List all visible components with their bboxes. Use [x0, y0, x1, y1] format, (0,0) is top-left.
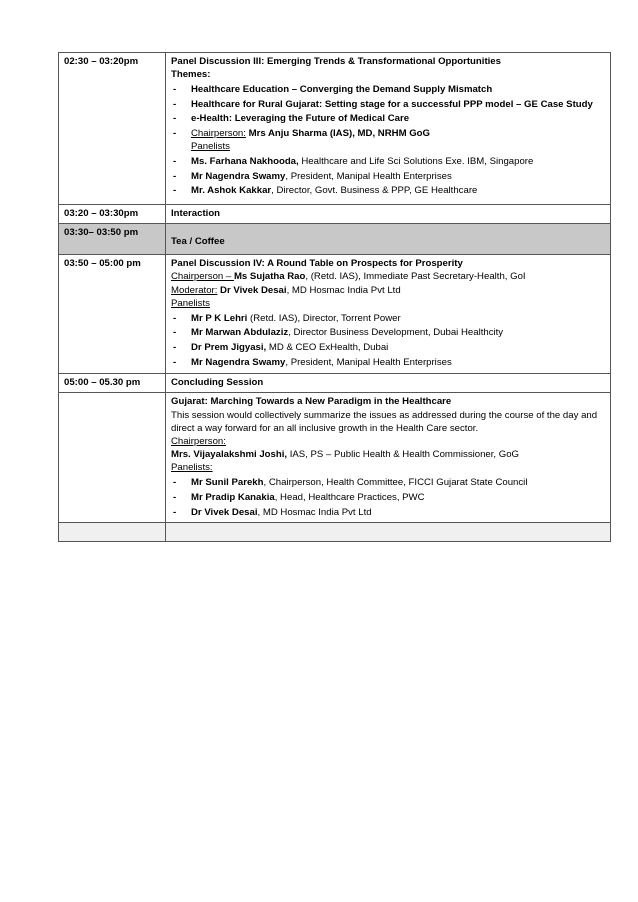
moderator-desc: , MD Hosmac India Pvt Ltd	[286, 284, 401, 296]
themes-label: Themes:	[171, 69, 211, 81]
panelist-name: Mr Nagendra Swamy	[191, 356, 286, 368]
chair-desc: IAS, PS – Public Health & Health Commissioner, GoG	[287, 449, 520, 461]
chair-label: Chairperson:	[171, 436, 226, 448]
panelist-item	[171, 476, 605, 489]
agenda-row-concluding	[59, 374, 611, 393]
panelist-item	[171, 326, 605, 339]
moderator-label: Moderator:	[171, 284, 218, 296]
panelist-desc: , President, Manipal Health Enterprises	[285, 356, 452, 368]
theme-item: - Healthcare for Rural Gujarat: Setting stage for a successful PPP model – GE Case Study	[171, 98, 605, 111]
panelist-name: Mr. Ashok Kakkar	[191, 185, 272, 197]
agenda-row-gujarat	[59, 393, 611, 522]
time-cell: 03:30– 03:50 pm	[59, 224, 166, 255]
panelist-name: Mr Pradip Kanakia	[191, 491, 275, 503]
panelist-name: Mr Marwan Abdulaziz	[191, 327, 289, 339]
session-cell	[166, 393, 611, 522]
time-cell: 02:30 – 03:20pm	[59, 53, 166, 205]
agenda-row-panel-3	[59, 53, 611, 205]
panelist-desc: , Chairperson, Health Committee, FICCI Gujarat State Council	[263, 477, 528, 489]
panelist-name: Mr Sunil Parekh	[191, 477, 264, 489]
session-title: Tea / Coffee	[166, 224, 611, 255]
chair-desc: , (Retd. IAS), Immediate Past Secretary-Health, GoI	[305, 271, 526, 283]
chair-name: Ms Sujatha Rao	[233, 271, 306, 283]
panelist-name: Mr P K Lehri	[191, 312, 248, 324]
session-title: Gujarat: Marching Towards a New Paradigm in the Healthcare	[171, 396, 452, 408]
moderator-line	[171, 284, 605, 297]
theme-item: - e-Health: Leveraging the Future of Medical Care	[171, 112, 605, 125]
panelists-label: Panelists	[171, 297, 210, 309]
agenda-row-panel-4	[59, 255, 611, 374]
panelist-name: Ms. Farhana Nakhooda,	[191, 155, 299, 167]
panelists-label: Panelists	[191, 141, 230, 153]
session-title: Concluding Session	[166, 374, 611, 393]
panelist-item	[171, 491, 605, 504]
time-cell: 05:00 – 05.30 pm	[59, 374, 166, 393]
panelist-desc: Healthcare and Life Sci Solutions Exe. IBM, Singapore	[298, 155, 534, 167]
theme-item: - Healthcare Education – Converging the Demand Supply Mismatch	[171, 83, 605, 96]
panelist-desc: , Director Business Development, Dubai Healthcity	[288, 327, 504, 339]
chairperson-line	[171, 270, 605, 283]
session-title: Panel Discussion IV: A Round Table on Prospects for Prosperity	[171, 258, 463, 270]
time-cell: 03:20 – 03:30pm	[59, 205, 166, 224]
panelist-item	[171, 506, 605, 519]
agenda-row-empty	[59, 522, 611, 541]
session-summary: This session would collectively summarize the issues as addressed during the course of the day and direct a way forward for an all inclusive growth in the Health Care sector.	[171, 409, 598, 434]
panelist-desc: (Retd. IAS), Director, Torrent Power	[247, 312, 401, 324]
agenda-table	[58, 52, 611, 542]
moderator-name: Dr Vivek Desai	[217, 284, 287, 296]
panelist-item	[171, 356, 605, 369]
chair-label: Chairperson:	[191, 128, 246, 140]
panelist-desc: , Head, Healthcare Practices, PWC	[274, 491, 425, 503]
panelist-desc: , President, Manipal Health Enterprises	[285, 170, 452, 182]
session-cell	[166, 53, 611, 205]
agenda-row-interaction	[59, 205, 611, 224]
time-cell	[59, 393, 166, 522]
panelists-label: Panelists:	[171, 462, 213, 474]
chair-label: Chairperson –	[171, 271, 234, 283]
chairperson-line	[171, 127, 605, 140]
panelist-item	[171, 184, 605, 197]
time-cell: 03:50 – 05:00 pm	[59, 255, 166, 374]
panelist-name: Mr Nagendra Swamy	[191, 170, 286, 182]
panelist-desc: MD & CEO ExHealth, Dubai	[266, 341, 389, 353]
session-cell	[166, 255, 611, 374]
panelist-item	[171, 155, 605, 168]
chair-name: Mrs. Vijayalakshmi Joshi,	[171, 449, 288, 461]
agenda-row-tea	[59, 224, 611, 255]
empty-cell	[59, 522, 166, 541]
panelist-desc: , MD Hosmac India Pvt Ltd	[257, 506, 372, 518]
panelist-item	[171, 312, 605, 325]
panelist-name: Dr Prem Jigyasi,	[191, 341, 267, 353]
empty-cell	[166, 522, 611, 541]
panelist-item	[171, 170, 605, 183]
panelist-item	[171, 341, 605, 354]
session-title: Interaction	[166, 205, 611, 224]
chairperson-line	[171, 448, 605, 461]
session-title: Panel Discussion III: Emerging Trends & Transformational Opportunities	[171, 56, 501, 67]
panelist-desc: , Director, Govt. Business & PPP, GE Healthcare	[271, 185, 478, 197]
panelist-name: Dr Vivek Desai	[191, 506, 258, 518]
chair-name: Mrs Anju Sharma (IAS), MD, NRHM GoG	[248, 128, 431, 140]
